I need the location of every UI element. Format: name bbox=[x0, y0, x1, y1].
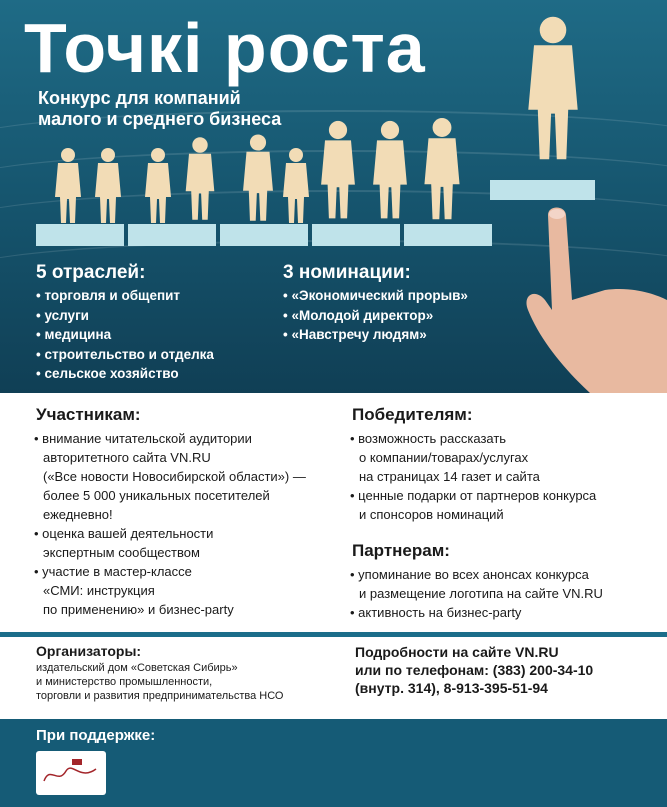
organizers-text bbox=[36, 661, 283, 703]
organizers-heading: Организаторы: bbox=[36, 643, 142, 659]
winners-list bbox=[350, 429, 660, 524]
list-item: ежедневно! bbox=[43, 507, 113, 522]
list-item: по применению» и бизнес-party bbox=[43, 602, 234, 617]
list-item: «СМИ: инструкция bbox=[43, 583, 155, 598]
participants-heading: Участникам: bbox=[36, 405, 141, 424]
pointing-hand-icon bbox=[526, 208, 667, 394]
list-item: • торговля и общепит bbox=[36, 288, 181, 303]
organizers-section bbox=[0, 637, 667, 719]
list-item: • участие в мастер-классе bbox=[34, 564, 192, 579]
industries-heading: 5 отраслей: bbox=[36, 262, 146, 283]
support-section bbox=[0, 719, 667, 807]
list-item: более 5 000 уникальных посетителей bbox=[43, 488, 270, 503]
logo-mark-icon bbox=[36, 751, 106, 795]
partners-list bbox=[350, 565, 660, 622]
nominations-list bbox=[283, 286, 468, 345]
contacts-block bbox=[355, 643, 593, 697]
list-item: экспертным сообществом bbox=[43, 545, 200, 560]
list-item: и спонсоров номинаций bbox=[359, 507, 504, 522]
list-item: • внимание читательской аудитории bbox=[34, 431, 252, 446]
list-item: • «Экономический прорыв» bbox=[283, 288, 468, 303]
list-item: • услуги bbox=[36, 307, 89, 323]
industries-list bbox=[36, 286, 214, 384]
nominations-heading: 3 номинации: bbox=[283, 262, 411, 283]
contact-line: (внутр. 314), 8-913-395-51-94 bbox=[355, 680, 548, 696]
subtitle-line: малого и среднего бизнеса bbox=[38, 109, 282, 129]
organizer-line: и министерство промышленности, bbox=[36, 676, 213, 688]
participants-list bbox=[34, 429, 334, 619]
organizer-line: торговли и развития предпринимательства НСО bbox=[36, 690, 284, 702]
hero-panel bbox=[0, 0, 667, 393]
list-item: • оценка вашей деятельности bbox=[34, 526, 214, 541]
contest-title: Точкi роста bbox=[24, 9, 426, 87]
list-item: («Все новости Новосибирской области») — bbox=[43, 469, 306, 484]
list-item: • медицина bbox=[36, 327, 112, 342]
contact-line: Подробности на сайте VN.RU bbox=[355, 644, 559, 660]
list-item: • сельское хозяйство bbox=[36, 366, 179, 381]
directors-club-logo bbox=[36, 751, 106, 795]
list-item: • «Молодой директор» bbox=[283, 307, 434, 323]
list-item: на страницах 14 газет и сайта bbox=[359, 469, 540, 484]
list-item: о компании/товарах/услугах bbox=[359, 450, 529, 465]
winners-heading: Победителям: bbox=[352, 405, 473, 424]
list-item: • «Навстречу людям» bbox=[283, 327, 427, 342]
list-item: • ценные подарки от партнеров конкурса bbox=[350, 488, 597, 503]
list-item: авторитетного сайта VN.RU bbox=[43, 450, 211, 465]
contact-line: или по телефонам: (383) 200-34-10 bbox=[355, 662, 594, 678]
list-item: • активность на бизнес-party bbox=[350, 605, 522, 620]
subtitle-line: Конкурс для компаний bbox=[38, 88, 241, 108]
list-item: и размещение логотипа на сайте VN.RU bbox=[359, 586, 603, 601]
partners-heading: Партнерам: bbox=[352, 541, 450, 560]
list-item: • возможность рассказать bbox=[350, 431, 507, 446]
list-item: • строительство и отделка bbox=[36, 346, 214, 362]
list-item: • упоминание во всех анонсах конкурса bbox=[350, 567, 589, 582]
benefits-section bbox=[0, 393, 667, 633]
organizer-line: издательский дом «Советская Сибирь» bbox=[36, 662, 238, 674]
support-heading: При поддержке: bbox=[36, 727, 156, 744]
